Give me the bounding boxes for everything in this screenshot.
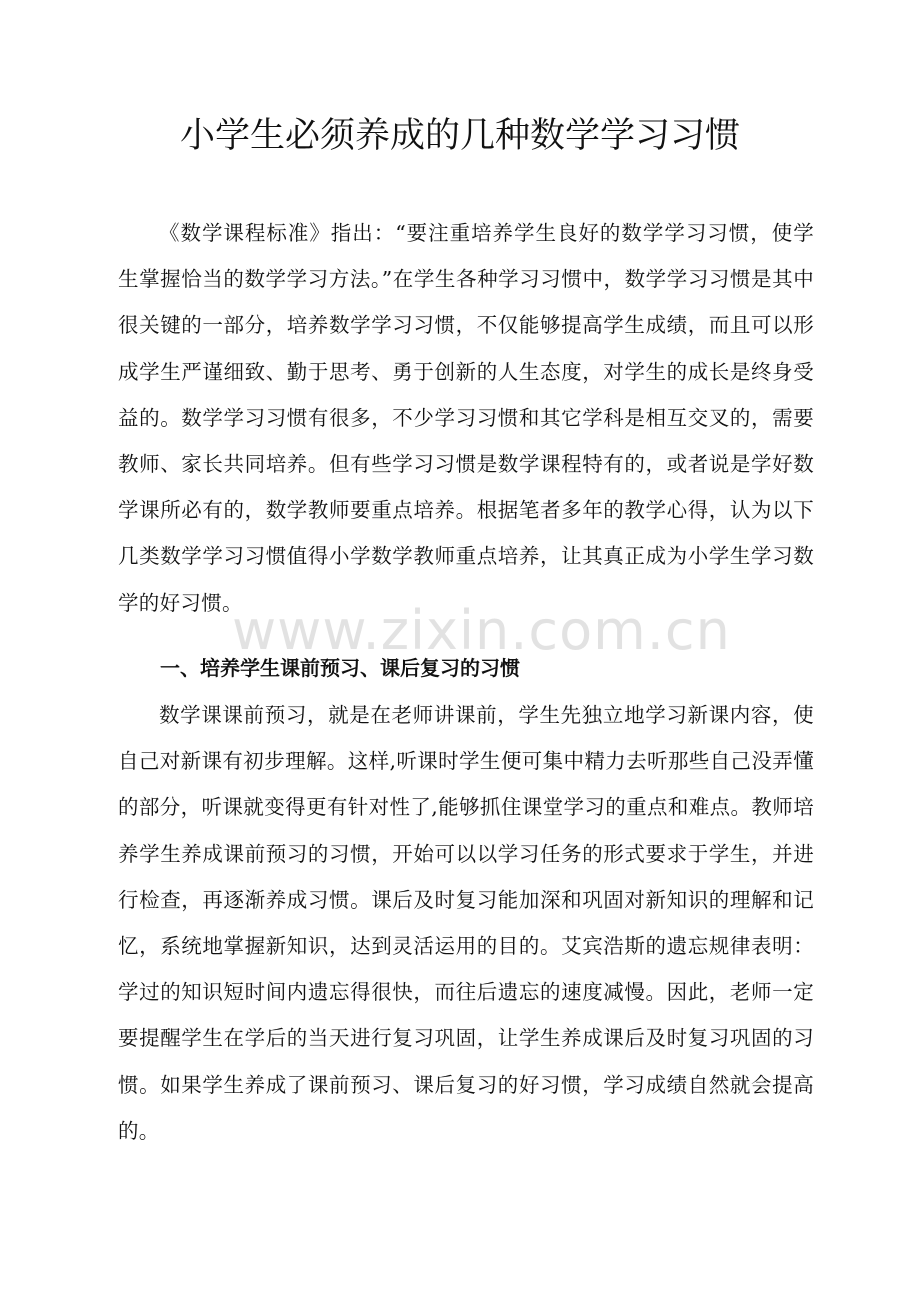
document-title: 小学生必须养成的几种数学学习习惯 [179,116,740,156]
watermark-text: www.zixin.com.cn [232,599,731,662]
intro-paragraph: 《数学课程标准》指出：“要注重培养学生良好的数学学习习惯，使学生掌握恰当的数学学习方法。”在学生各种学习习惯中，数学学习习惯是其中很关键的一部分，培养数学学习习惯，不仅能够提高学生成绩，而且可以形成学生严谨细致、勤于思考、勇于创新的人生态度，对学生的成长是终身受益的。数学学习习惯有很多，不少学习习惯和其它学科是相互交叉的，需要教师、家长共同培养。但有些学习习惯是数学课程特有的，或者说是学好数学课所必有的，数学教师要重点培养。根据笔者多年的教学心得，认为以下几类数学学习习惯值得小学数学教师重点培养，让其真正成为小学生学习数学的好习惯。 [118,221,814,615]
section-1-paragraph: 数学课课前预习，就是在老师讲课前，学生先独立地学习新课内容，使自己对新课有初步理解。这样,听课时学生便可集中精力去听那些自己没弄懂的部分，听课就变得更有针对性了,能够抓住课堂学习的重点和难点。教师培养学生养成课前预习的习惯，开始可以以学习任务的形式要求于学生，并进行检查，再逐渐养成习惯。课后及时复习能加深和巩固对新知识的理解和记忆，系统地掌握新知识，达到灵活运用的目的。艾宾浩斯的遗忘规律表明：学过的知识短时间内遗忘得很快，而往后遗忘的速度减慢。因此，老师一定要提醒学生在学后的当天进行复习巩固，让学生养成课后及时复习巩固的习惯。如果学生养成了课前预习、课后复习的好习惯，学习成绩自然就会提高的。 [118,703,814,1143]
section-heading-1: 一、培养学生课前预习、课后复习的习惯 [160,656,520,680]
